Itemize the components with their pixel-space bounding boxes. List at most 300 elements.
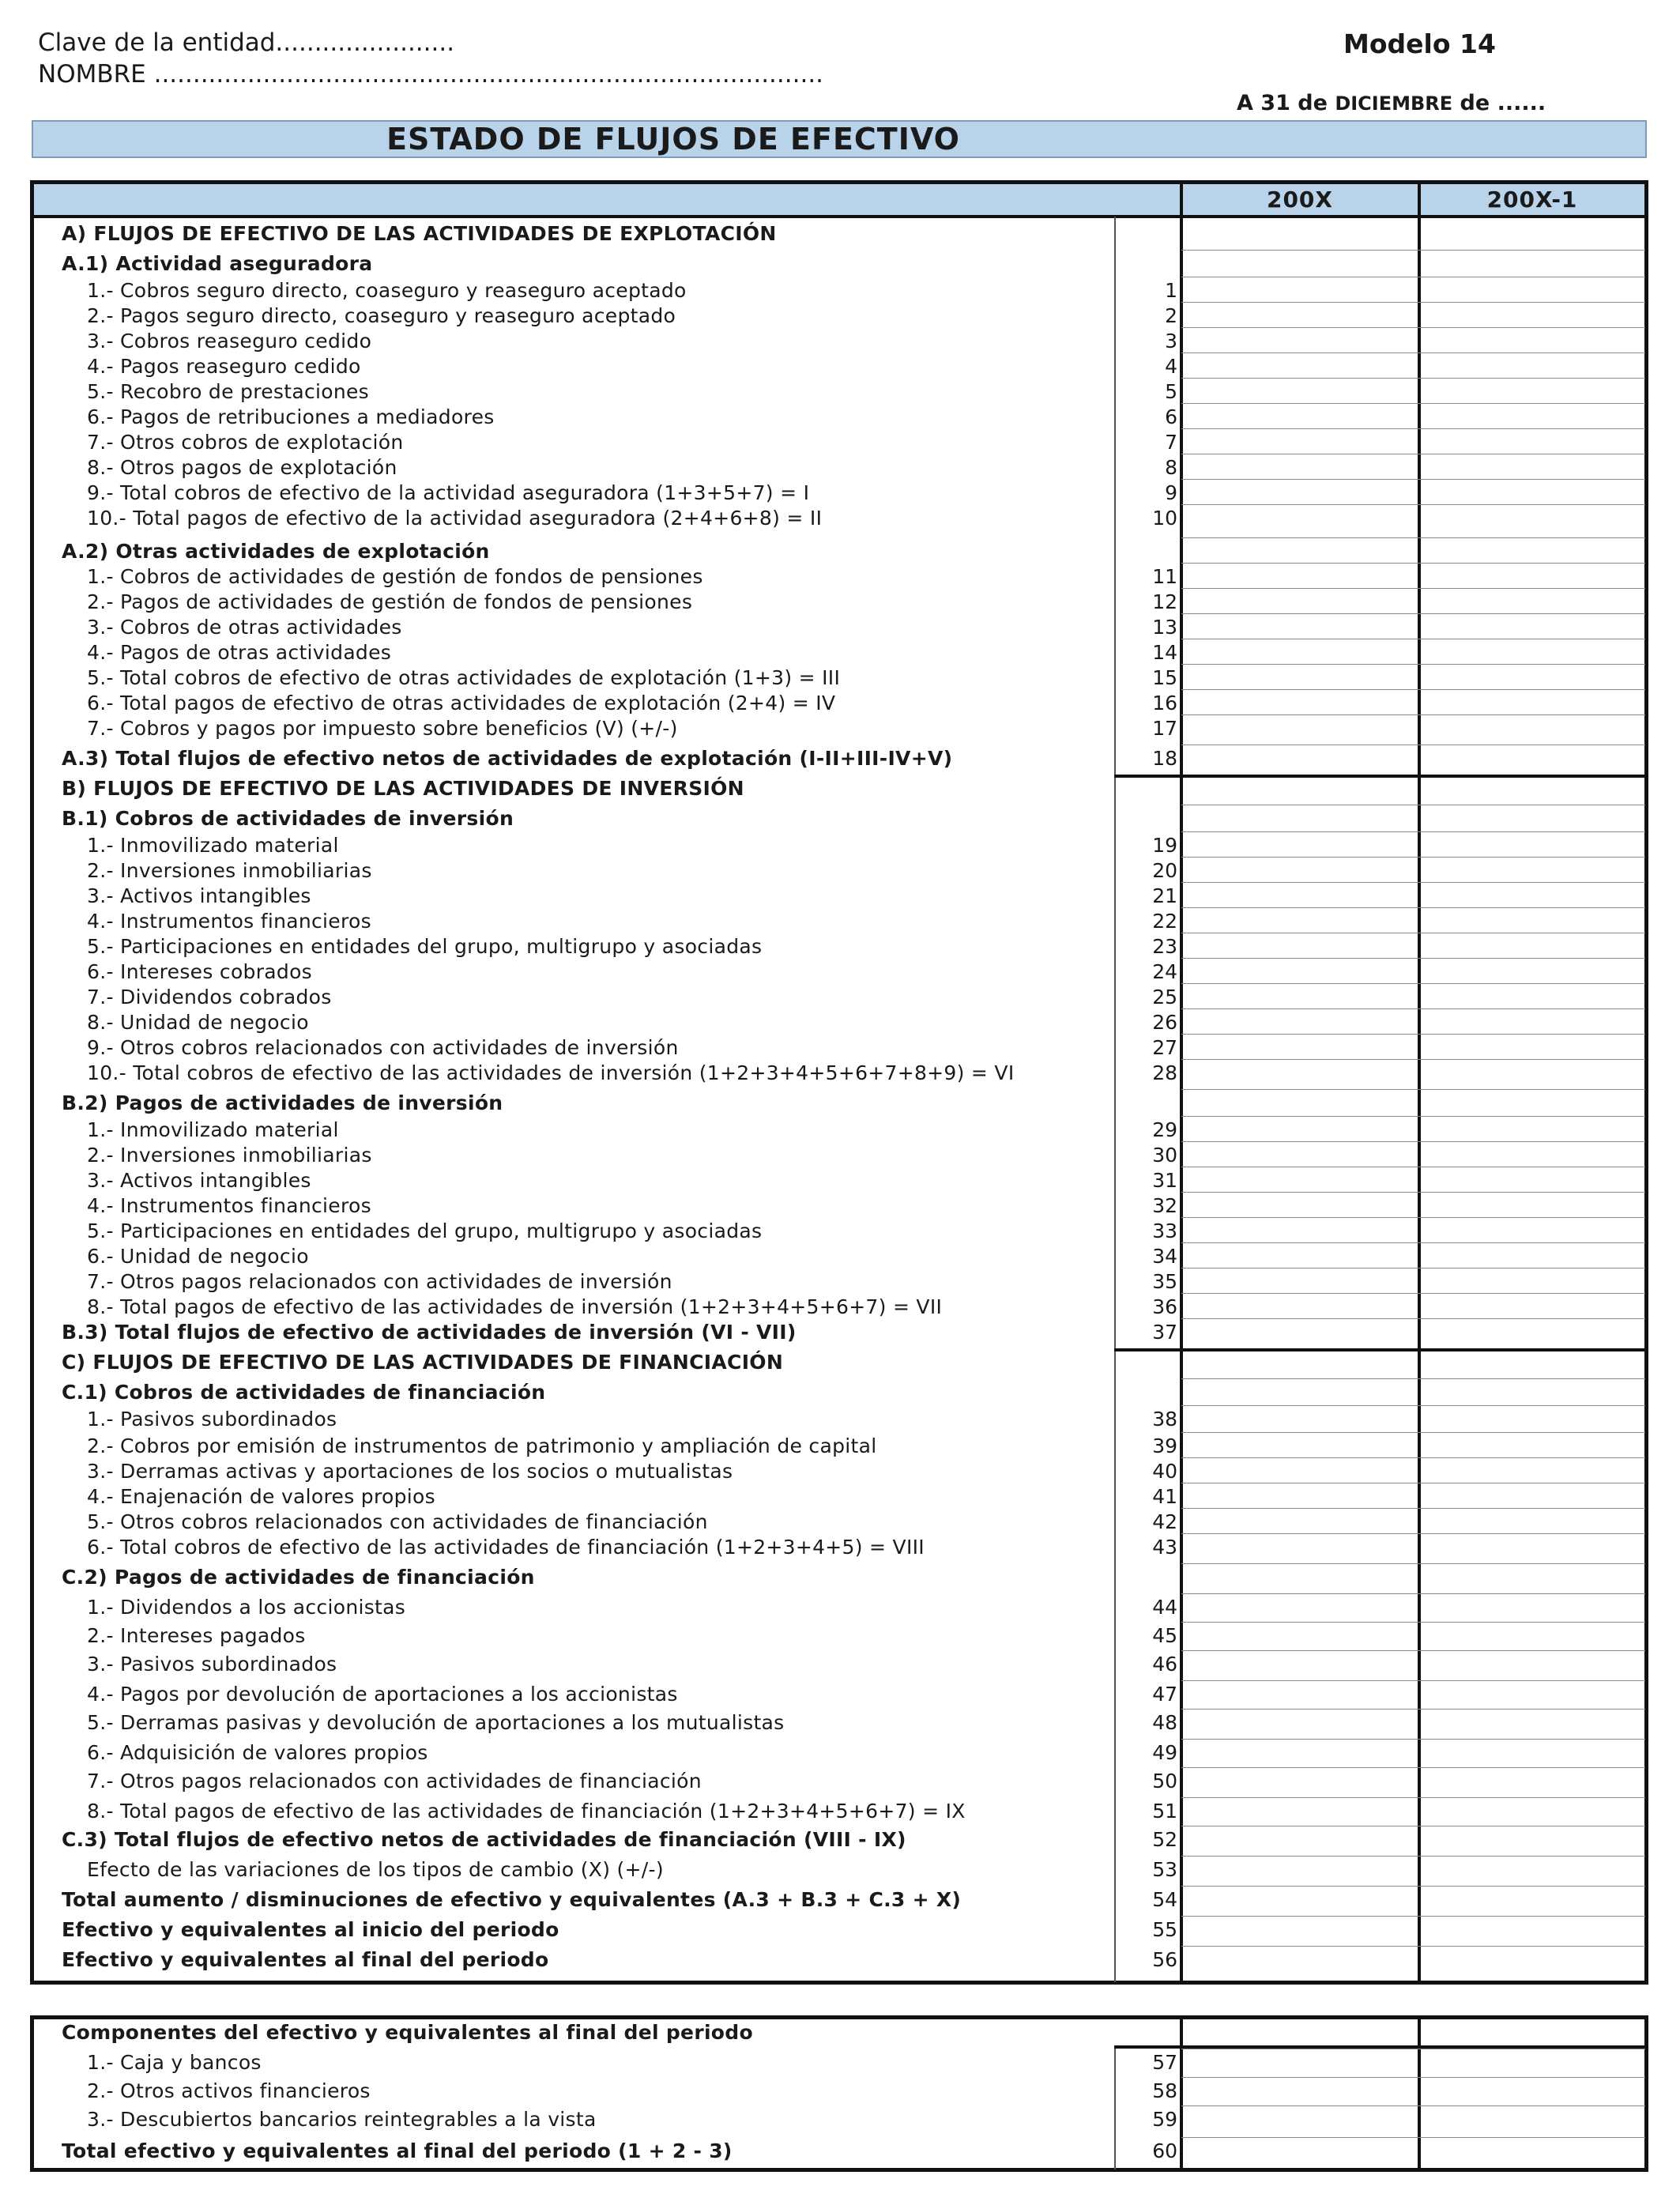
value-cell-current[interactable] <box>1181 1011 1417 1035</box>
value-cell-previous[interactable] <box>1419 616 1645 639</box>
line-item-label: 7.- Cobros y pagos por impuesto sobre beneficios (V) (+/-) <box>87 717 678 740</box>
value-cell-previous[interactable] <box>1419 2079 1645 2103</box>
value-cell-current[interactable] <box>1181 747 1417 771</box>
line-number: 2 <box>1165 304 1177 327</box>
line-item-label: 4.- Enajenación de valores propios <box>87 1485 435 1508</box>
value-cell-current[interactable] <box>1181 355 1417 379</box>
line-item-label: 7.- Otros pagos relacionados con actividades de inversión <box>87 1270 672 1293</box>
line-item-label: 6.- Adquisición de valores propios <box>87 1741 428 1764</box>
section-heading: C) FLUJOS DE EFECTIVO DE LAS ACTIVIDADES DE FINANCIACIÓN <box>62 1351 784 1374</box>
row-separator <box>1181 1946 1645 1947</box>
line-item-label: Efectivo y equivalentes al final del periodo <box>62 1948 549 1971</box>
value-cell-current[interactable] <box>1181 717 1417 741</box>
line-number: 34 <box>1152 1245 1177 1268</box>
value-cell-previous[interactable] <box>1419 1220 1645 1243</box>
row-separator <box>1181 1916 1645 1917</box>
row-separator <box>1181 831 1645 832</box>
line-item-label: 5.- Otros cobros relacionados con actividades de financiación <box>87 1510 708 1533</box>
value-cell-previous[interactable] <box>1419 481 1645 505</box>
value-cell-previous[interactable] <box>1419 884 1645 908</box>
line-number: 12 <box>1152 590 1177 613</box>
value-cell-current[interactable] <box>1181 666 1417 690</box>
value-cell-previous[interactable] <box>1419 666 1645 690</box>
row-separator <box>1181 689 1645 690</box>
line-item-label: 2.- Cobros por emisión de instrumentos de patrimonio y ampliación de capital <box>87 1434 877 1457</box>
row-separator <box>1181 1268 1645 1269</box>
line-item-label: 3.- Activos intangibles <box>87 1169 311 1192</box>
line-item-label: 5.- Total cobros de efectivo de otras actividades de explotación (1+3) = III <box>87 666 841 689</box>
value-cell-current[interactable] <box>1181 1828 1417 1852</box>
value-cell-current[interactable] <box>1181 1536 1417 1559</box>
line-item-label: 8.- Total pagos de efectivo de las actividades de financiación (1+2+3+4+5+6+7) = IX <box>87 1800 966 1823</box>
line-item-label: 8.- Total pagos de efectivo de las actividades de inversión (1+2+3+4+5+6+7) = VII <box>87 1295 943 1318</box>
value-cell-current[interactable] <box>1181 910 1417 933</box>
row-separator <box>1181 714 1645 715</box>
line-item-label: 6.- Total cobros de efectivo de las actividades de financiación (1+2+3+4+5) = VIII <box>87 1536 925 1559</box>
row-separator <box>1181 1797 1645 1798</box>
line-item-label: 10.- Total cobros de efectivo de las actividades de inversión (1+2+3+4+5+6+7+8+9) = VI <box>87 1061 1015 1084</box>
line-number: 49 <box>1152 1741 1177 1764</box>
line-number: 22 <box>1152 910 1177 933</box>
line-item-label: 2.- Intereses pagados <box>87 1624 306 1647</box>
line-number: 42 <box>1152 1510 1177 1533</box>
row-separator <box>1114 775 1645 778</box>
row-separator <box>1181 1650 1645 1651</box>
value-cell-current[interactable] <box>1181 641 1417 665</box>
value-cell-previous[interactable] <box>1419 692 1645 715</box>
value-cell-previous[interactable] <box>1419 1828 1645 1852</box>
section-heading: C.2) Pagos de actividades de financiación <box>62 1566 535 1589</box>
row-separator <box>1181 1008 1645 1009</box>
line-item-label: 3.- Activos intangibles <box>87 884 311 907</box>
value-cell-current[interactable] <box>1181 2139 1417 2163</box>
value-cell-current[interactable] <box>1181 692 1417 715</box>
row-separator <box>1181 1886 1645 1887</box>
value-cell-current[interactable] <box>1181 1510 1417 1534</box>
value-cell-previous[interactable] <box>1419 380 1645 404</box>
value-cell-previous[interactable] <box>1419 1624 1645 1648</box>
row-separator <box>1181 1192 1645 1193</box>
value-cell-current[interactable] <box>1181 565 1417 589</box>
row-separator <box>1181 1293 1645 1294</box>
value-cell-previous[interactable] <box>1419 1536 1645 1559</box>
value-cell-previous[interactable] <box>1419 456 1645 480</box>
line-item-label: Total efectivo y equivalentes al final del periodo (1 + 2 - 3) <box>62 2139 733 2162</box>
line-number: 28 <box>1152 1061 1177 1084</box>
line-number: 31 <box>1152 1169 1177 1192</box>
line-item-label: 1.- Cobros de actividades de gestión de fondos de pensiones <box>87 565 703 588</box>
value-cell-previous[interactable] <box>1419 1683 1645 1706</box>
row-separator <box>1181 1767 1645 1768</box>
line-item-label: 3.- Pasivos subordinados <box>87 1653 337 1676</box>
line-item-label: B.3) Total flujos de efectivo de actividades de inversión (VI - VII) <box>62 1321 797 1344</box>
value-cell-current[interactable] <box>1181 1245 1417 1269</box>
value-cell-previous[interactable] <box>1419 1858 1645 1882</box>
value-cell-previous[interactable] <box>1419 1711 1645 1735</box>
line-item-label: 6.- Total pagos de efectivo de otras actividades de explotación (2+4) = IV <box>87 692 836 714</box>
value-cell-current[interactable] <box>1181 1683 1417 1706</box>
report-date-prefix: A 31 de <box>1237 91 1335 115</box>
value-cell-previous[interactable] <box>1419 1596 1645 1619</box>
value-cell-previous[interactable] <box>1419 279 1645 303</box>
value-cell-current[interactable] <box>1181 1485 1417 1509</box>
value-cell-previous[interactable] <box>1419 986 1645 1009</box>
value-cell-previous[interactable] <box>1419 935 1645 959</box>
line-item-label: 4.- Pagos por devolución de aportaciones a los accionistas <box>87 1683 678 1706</box>
value-cell-current[interactable] <box>1181 986 1417 1009</box>
value-cell-current[interactable] <box>1181 481 1417 505</box>
value-cell-current[interactable] <box>1181 1653 1417 1676</box>
line-number: 5 <box>1165 380 1177 403</box>
line-number: 56 <box>1152 1948 1177 1971</box>
row-separator <box>1181 250 1645 251</box>
value-cell-current[interactable] <box>1181 279 1417 303</box>
value-cell-previous[interactable] <box>1419 1295 1645 1319</box>
line-number: 33 <box>1152 1220 1177 1242</box>
value-cell-current[interactable] <box>1181 2051 1417 2075</box>
row-separator <box>1181 1739 1645 1740</box>
value-cell-current[interactable] <box>1181 380 1417 404</box>
line-number: 29 <box>1152 1118 1177 1141</box>
line-number: 15 <box>1152 666 1177 689</box>
line-item-label: C.3) Total flujos de efectivo netos de actividades de financiación (VIII - IX) <box>62 1828 906 1851</box>
line-number: 52 <box>1152 1828 1177 1851</box>
value-cell-previous[interactable] <box>1419 1948 1645 1972</box>
line-item-label: 6.- Intereses cobrados <box>87 960 313 983</box>
line-number: 36 <box>1152 1295 1177 1318</box>
value-cell-current[interactable] <box>1181 1858 1417 1882</box>
section-heading: B.2) Pagos de actividades de inversión <box>62 1091 503 1114</box>
row-separator <box>1181 1533 1645 1534</box>
value-cell-previous[interactable] <box>1419 747 1645 771</box>
value-cell-current[interactable] <box>1181 1741 1417 1765</box>
line-number: 44 <box>1152 1596 1177 1619</box>
value-cell-previous[interactable] <box>1419 431 1645 454</box>
line-item-label: 1.- Caja y bancos <box>87 2051 262 2074</box>
line-item-label: 6.- Unidad de negocio <box>87 1245 309 1268</box>
line-number: 57 <box>1152 2051 1177 2074</box>
value-cell-previous[interactable] <box>1419 1408 1645 1431</box>
row-separator <box>1181 1089 1645 1090</box>
section-heading: B.1) Cobros de actividades de inversión <box>62 807 514 830</box>
row-separator <box>1181 1563 1645 1564</box>
value-cell-previous[interactable] <box>1419 1434 1645 1458</box>
line-number: 6 <box>1165 405 1177 428</box>
value-cell-current[interactable] <box>1181 1270 1417 1294</box>
value-cell-current[interactable] <box>1181 1144 1417 1167</box>
report-date-month: DICIEMBRE <box>1335 92 1453 115</box>
line-number: 38 <box>1152 1408 1177 1431</box>
section-heading: A) FLUJOS DE EFECTIVO DE LAS ACTIVIDADES DE EXPLOTACIÓN <box>62 222 777 245</box>
line-item-label: 3.- Derramas activas y aportaciones de los socios o mutualistas <box>87 1460 733 1483</box>
value-cell-previous[interactable] <box>1419 304 1645 328</box>
value-cell-previous[interactable] <box>1419 859 1645 883</box>
row-separator <box>1181 563 1645 564</box>
value-cell-current[interactable] <box>1181 960 1417 984</box>
value-cell-previous[interactable] <box>1419 1194 1645 1218</box>
line-number: 24 <box>1152 960 1177 983</box>
line-number: 10 <box>1152 507 1177 530</box>
value-cell-previous[interactable] <box>1419 910 1645 933</box>
row-separator <box>1181 1116 1645 1117</box>
row-separator <box>1181 1034 1645 1035</box>
row-separator <box>1181 1405 1645 1406</box>
line-item-label: 2.- Inversiones inmobiliarias <box>87 859 372 882</box>
row-separator <box>1181 1856 1645 1857</box>
value-cell-current[interactable] <box>1181 1888 1417 1912</box>
row-separator <box>1181 588 1645 589</box>
value-cell-current[interactable] <box>1181 1061 1417 1085</box>
line-item-label: 2.- Pagos seguro directo, coaseguro y reaseguro aceptado <box>87 304 676 327</box>
value-cell-previous[interactable] <box>1419 1460 1645 1483</box>
value-cell-previous[interactable] <box>1419 1169 1645 1193</box>
line-item-label: 2.- Pagos de actividades de gestión de fondos de pensiones <box>87 590 693 613</box>
line-number: 43 <box>1152 1536 1177 1559</box>
row-separator <box>1181 1432 1645 1433</box>
value-cell-current[interactable] <box>1181 405 1417 429</box>
value-cell-previous[interactable] <box>1419 1653 1645 1676</box>
value-cell-current[interactable] <box>1181 834 1417 858</box>
value-cell-current[interactable] <box>1181 1918 1417 1942</box>
value-cell-previous[interactable] <box>1419 1270 1645 1294</box>
line-item-label: 4.- Pagos de otras actividades <box>87 641 392 664</box>
components-header-separator <box>1114 2045 1645 2049</box>
model-number: Modelo 14 <box>1343 28 1496 59</box>
value-cell-previous[interactable] <box>1419 507 1645 530</box>
line-item-label: 1.- Inmovilizado material <box>87 834 339 857</box>
value-cell-previous[interactable] <box>1419 330 1645 353</box>
value-cell-previous[interactable] <box>1419 717 1645 741</box>
line-item-label: 3.- Cobros de otras actividades <box>87 616 402 639</box>
line-item-label: 1.- Dividendos a los accionistas <box>87 1596 406 1619</box>
value-cell-previous[interactable] <box>1419 565 1645 589</box>
value-cell-previous[interactable] <box>1419 405 1645 429</box>
value-cell-previous[interactable] <box>1419 2139 1645 2163</box>
value-cell-current[interactable] <box>1181 1194 1417 1218</box>
value-cell-current[interactable] <box>1181 1460 1417 1483</box>
value-cell-previous[interactable] <box>1419 1144 1645 1167</box>
value-cell-current[interactable] <box>1181 884 1417 908</box>
row-separator <box>1181 1680 1645 1681</box>
line-number: 17 <box>1152 717 1177 740</box>
line-item-label: 1.- Cobros seguro directo, coaseguro y reaseguro aceptado <box>87 279 687 302</box>
line-item-label: Efecto de las variaciones de los tipos de cambio (X) (+/-) <box>87 1858 664 1881</box>
value-cell-current[interactable] <box>1181 1800 1417 1823</box>
line-number: 7 <box>1165 431 1177 454</box>
row-separator <box>1181 1622 1645 1623</box>
value-cell-previous[interactable] <box>1419 960 1645 984</box>
value-cell-previous[interactable] <box>1419 590 1645 614</box>
value-cell-current[interactable] <box>1181 935 1417 959</box>
line-item-label: Total aumento / disminuciones de efectivo y equivalentes (A.3 + B.3 + C.3 + X) <box>62 1888 962 1911</box>
value-cell-current[interactable] <box>1181 1169 1417 1193</box>
row-separator <box>1181 403 1645 404</box>
line-number: 27 <box>1152 1036 1177 1059</box>
row-separator <box>1181 428 1645 429</box>
line-item-label: 7.- Dividendos cobrados <box>87 986 332 1008</box>
value-cell-current[interactable] <box>1181 1118 1417 1142</box>
row-separator <box>1181 983 1645 984</box>
line-number: 53 <box>1152 1858 1177 1881</box>
row-separator <box>1181 958 1645 959</box>
line-item-label: A.3) Total flujos de efectivo netos de actividades de explotación (I-II+III-IV+V) <box>62 747 953 770</box>
line-item-label: Efectivo y equivalentes al inicio del periodo <box>62 1918 559 1941</box>
row-separator <box>1181 1217 1645 1218</box>
value-cell-previous[interactable] <box>1419 1245 1645 1269</box>
line-number: 54 <box>1152 1888 1177 1911</box>
row-separator <box>1181 2137 1645 2138</box>
line-number: 18 <box>1152 747 1177 770</box>
line-number: 14 <box>1152 641 1177 664</box>
line-number: 60 <box>1152 2139 1177 2162</box>
line-item-label: 9.- Otros cobros relacionados con actividades de inversión <box>87 1036 679 1059</box>
line-number: 16 <box>1152 692 1177 714</box>
line-item-label: 7.- Otros cobros de explotación <box>87 431 404 454</box>
line-number: 4 <box>1165 355 1177 378</box>
row-separator <box>1114 1348 1645 1351</box>
value-cell-previous[interactable] <box>1419 355 1645 379</box>
value-cell-previous[interactable] <box>1419 1118 1645 1142</box>
value-cell-current[interactable] <box>1181 1220 1417 1243</box>
line-number: 20 <box>1152 859 1177 882</box>
line-number: 13 <box>1152 616 1177 639</box>
entity-code-label: Clave de la entidad....................... <box>38 28 455 57</box>
column-header-current: 200X <box>1266 187 1334 213</box>
value-cell-current[interactable] <box>1181 1408 1417 1431</box>
row-separator <box>1181 504 1645 505</box>
row-separator <box>1181 882 1645 883</box>
row-separator <box>1181 1141 1645 1142</box>
column-header-previous: 200X-1 <box>1486 187 1578 213</box>
line-item-label: 4.- Instrumentos financieros <box>87 1194 371 1217</box>
line-number: 41 <box>1152 1485 1177 1508</box>
line-item-label: 5.- Participaciones en entidades del grupo, multigrupo y asociadas <box>87 1220 763 1242</box>
value-cell-previous[interactable] <box>1419 2108 1645 2132</box>
value-cell-previous[interactable] <box>1419 1321 1645 1344</box>
row-separator <box>1181 664 1645 665</box>
value-cell-current[interactable] <box>1181 1434 1417 1458</box>
value-cell-current[interactable] <box>1181 1596 1417 1619</box>
line-item-label: 3.- Cobros reaseguro cedido <box>87 330 372 352</box>
value-cell-previous[interactable] <box>1419 834 1645 858</box>
row-separator <box>1181 1593 1645 1594</box>
value-cell-previous[interactable] <box>1419 1888 1645 1912</box>
row-separator <box>1181 907 1645 908</box>
row-separator <box>1181 2077 1645 2078</box>
line-number: 32 <box>1152 1194 1177 1217</box>
line-item-label: 10.- Total pagos de efectivo de la actividad aseguradora (2+4+6+8) = II <box>87 507 823 530</box>
value-cell-current[interactable] <box>1181 431 1417 454</box>
line-item-label: 5.- Participaciones en entidades del grupo, multigrupo y asociadas <box>87 935 763 958</box>
value-cell-previous[interactable] <box>1419 2051 1645 2075</box>
value-cell-previous[interactable] <box>1419 1036 1645 1060</box>
page-title-text: ESTADO DE FLUJOS DE EFECTIVO <box>386 122 960 156</box>
page-title <box>32 120 1647 158</box>
line-item-label: 5.- Recobro de prestaciones <box>87 380 369 403</box>
line-item-label: 4.- Pagos reaseguro cedido <box>87 355 361 378</box>
line-number: 47 <box>1152 1683 1177 1706</box>
row-separator <box>1181 1709 1645 1710</box>
row-separator <box>1181 479 1645 480</box>
report-date <box>1237 91 1546 115</box>
row-separator <box>1181 857 1645 858</box>
section-heading: A.1) Actividad aseguradora <box>62 252 373 275</box>
line-number: 23 <box>1152 935 1177 958</box>
value-cell-current[interactable] <box>1181 1711 1417 1735</box>
section-heading: Componentes del efectivo y equivalentes al final del periodo <box>62 2021 753 2044</box>
section-heading: C.1) Cobros de actividades de financiación <box>62 1381 546 1404</box>
value-cell-current[interactable] <box>1181 1321 1417 1344</box>
row-separator <box>1181 1378 1645 1379</box>
line-number: 30 <box>1152 1144 1177 1167</box>
value-cell-current[interactable] <box>1181 507 1417 530</box>
value-cell-previous[interactable] <box>1419 1485 1645 1509</box>
value-cell-previous[interactable] <box>1419 1770 1645 1793</box>
value-cell-previous[interactable] <box>1419 1061 1645 1085</box>
value-cell-current[interactable] <box>1181 456 1417 480</box>
value-cell-current[interactable] <box>1181 1770 1417 1793</box>
value-cell-current[interactable] <box>1181 1624 1417 1648</box>
value-cell-current[interactable] <box>1181 1948 1417 1972</box>
value-cell-current[interactable] <box>1181 304 1417 328</box>
line-number: 25 <box>1152 986 1177 1008</box>
row-separator <box>1181 1318 1645 1319</box>
row-separator <box>1181 1457 1645 1458</box>
value-cell-previous[interactable] <box>1419 641 1645 665</box>
value-cell-current[interactable] <box>1181 859 1417 883</box>
line-number: 46 <box>1152 1653 1177 1676</box>
line-item-label: 2.- Inversiones inmobiliarias <box>87 1144 372 1167</box>
line-item-label: 1.- Inmovilizado material <box>87 1118 339 1141</box>
line-number: 59 <box>1152 2108 1177 2131</box>
line-number: 1 <box>1165 279 1177 302</box>
value-cell-current[interactable] <box>1181 590 1417 614</box>
value-cell-previous[interactable] <box>1419 1918 1645 1942</box>
value-cell-current[interactable] <box>1181 616 1417 639</box>
value-cell-current[interactable] <box>1181 2079 1417 2103</box>
row-separator <box>1181 1242 1645 1243</box>
line-number: 35 <box>1152 1270 1177 1293</box>
line-item-label: 3.- Descubiertos bancarios reintegrables a la vista <box>87 2108 597 2131</box>
line-item-label: 5.- Derramas pasivas y devolución de aportaciones a los mutualistas <box>87 1711 785 1734</box>
line-item-label: 8.- Otros pagos de explotación <box>87 456 397 479</box>
line-number: 3 <box>1165 330 1177 352</box>
line-number: 19 <box>1152 834 1177 857</box>
line-number: 58 <box>1152 2079 1177 2102</box>
line-item-label: 1.- Pasivos subordinados <box>87 1408 337 1431</box>
value-cell-current[interactable] <box>1181 1036 1417 1060</box>
value-cell-current[interactable] <box>1181 1295 1417 1319</box>
row-separator <box>1181 352 1645 353</box>
row-separator <box>1181 327 1645 328</box>
line-number: 50 <box>1152 1770 1177 1793</box>
line-item-label: 7.- Otros pagos relacionados con actividades de financiación <box>87 1770 702 1793</box>
value-cell-previous[interactable] <box>1419 1011 1645 1035</box>
value-cell-previous[interactable] <box>1419 1800 1645 1823</box>
value-cell-previous[interactable] <box>1419 1741 1645 1765</box>
line-item-label: 4.- Instrumentos financieros <box>87 910 371 933</box>
value-cell-current[interactable] <box>1181 2108 1417 2132</box>
value-cell-current[interactable] <box>1181 330 1417 353</box>
line-number: 51 <box>1152 1800 1177 1823</box>
line-item-label: 9.- Total cobros de efectivo de la actividad aseguradora (1+3+5+7) = I <box>87 481 810 504</box>
line-item-label: 8.- Unidad de negocio <box>87 1011 309 1034</box>
value-cell-previous[interactable] <box>1419 1510 1645 1534</box>
row-separator <box>1181 378 1645 379</box>
row-separator <box>1181 2105 1645 2106</box>
line-number: 9 <box>1165 481 1177 504</box>
entity-name-label: NOMBRE ...................................................................................... <box>38 60 824 89</box>
